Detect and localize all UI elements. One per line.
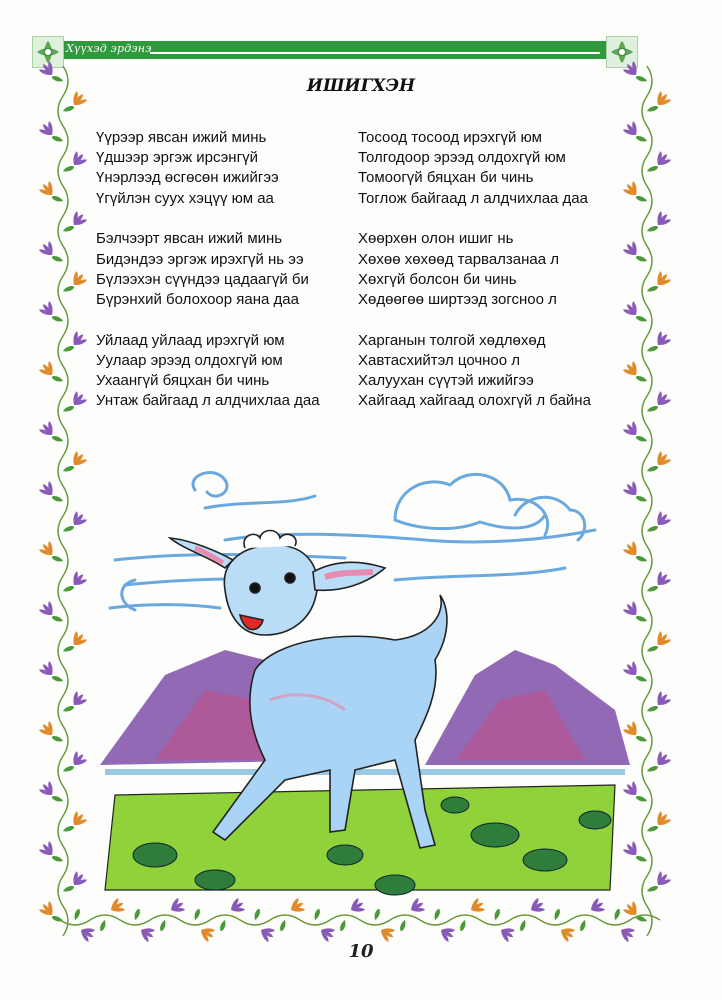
leaf-icon (313, 908, 321, 921)
leaf-icon (73, 908, 81, 921)
poem-line: Харганын толгой хөдлөхөд (358, 331, 546, 349)
poem-line: Томоогүй бяцхан би чинь (358, 169, 534, 187)
leaf-icon (253, 908, 261, 921)
leaf-icon (51, 435, 64, 443)
leaf-icon (51, 315, 64, 323)
poem-line: Бэлчээрт явсан ижий минь (96, 230, 283, 248)
stanza (96, 128, 358, 209)
leaf-icon (646, 705, 659, 713)
poem-line: Толгодоор эрээд олдохгүй юм (358, 149, 566, 167)
leaf-icon (51, 855, 64, 863)
poem-line: Хавтасхийтэл цочноо л (358, 352, 521, 370)
leaf-icon (62, 465, 75, 473)
leaf-icon (51, 195, 64, 203)
leaf-icon (62, 825, 75, 833)
leaf-icon (373, 908, 381, 921)
poem-title: ИШИГХЭН (306, 76, 416, 96)
leaf-icon (635, 135, 648, 143)
leaf-icon (51, 675, 64, 683)
leaf-icon (635, 795, 648, 803)
leaf-icon (62, 225, 75, 233)
poem-line: Хөхгүй болсон би чинь (358, 270, 517, 288)
leaf-icon (635, 495, 648, 503)
leaf-icon (62, 105, 75, 113)
leaf-icon (459, 919, 467, 932)
stanza (358, 128, 628, 209)
header-title: Хүүхэд эрдэнэ (66, 42, 152, 55)
poem-line: Уйлаад уйлаад ирэхгүй юм (96, 331, 285, 349)
page-number: 10 (348, 941, 374, 962)
leaf-icon (646, 585, 659, 593)
poem-line: Хөөрхөн олон ишиг нь (358, 230, 514, 248)
poem-line: Үүрээр явсан ижий минь (96, 129, 267, 146)
leaf-icon (339, 919, 347, 932)
lamb-illustration (95, 460, 635, 900)
leaf-icon (51, 795, 64, 803)
leaf-icon (646, 825, 659, 833)
poem-column-right (358, 128, 628, 432)
poem-line: Бидэндээ эргэж ирэхгүй нь ээ (96, 250, 304, 268)
stanza (96, 229, 358, 310)
leaf-icon (553, 908, 561, 921)
leaf-icon (646, 525, 659, 533)
leaf-icon (646, 285, 659, 293)
leaf-icon (635, 735, 648, 743)
flower-vine-border-left (38, 66, 88, 946)
leaf-icon (51, 555, 64, 563)
leaf-icon (579, 919, 587, 932)
leaf-icon (62, 345, 75, 353)
leaf-icon (62, 165, 75, 173)
poem-line: Тосоод тосоод ирэхгүй юм (358, 129, 542, 146)
leaf-icon (51, 495, 64, 503)
leaf-icon (635, 195, 648, 203)
leaf-icon (159, 919, 167, 932)
poem-line: Бүрэнхий болохоор яана даа (96, 291, 299, 309)
leaf-icon (62, 285, 75, 293)
leaf-icon (635, 555, 648, 563)
leaf-icon (62, 705, 75, 713)
leaf-icon (133, 908, 141, 921)
leaf-icon (646, 345, 659, 353)
poem-line: Хөдөөгөө ширтээд зогсноо л (358, 291, 557, 309)
leaf-icon (279, 919, 287, 932)
leaf-icon (635, 315, 648, 323)
leaf-icon (51, 135, 64, 143)
leaf-icon (399, 919, 407, 932)
leaf-icon (646, 405, 659, 413)
leaf-icon (646, 105, 659, 113)
poem-line: Хөхөө хөхөөд тарвалзанаа л (358, 250, 560, 268)
leaf-icon (646, 465, 659, 473)
poem-line: Тоглож байгаад л алдчихлаа даа (358, 189, 588, 207)
stanza (358, 331, 628, 412)
stanza (96, 331, 358, 412)
leaf-icon (433, 908, 441, 921)
leaf-icon (62, 885, 75, 893)
poem-line: Үгүйлэн суух хэцүү юм аа (96, 189, 274, 207)
leaf-icon (635, 375, 648, 383)
leaf-icon (51, 375, 64, 383)
poem-line: Халуухан сүүтэй ижийгээ (358, 372, 534, 390)
leaf-icon (51, 255, 64, 263)
leaf-icon (219, 919, 227, 932)
leaf-icon (62, 765, 75, 773)
leaf-icon (646, 225, 659, 233)
leaf-icon (635, 855, 648, 863)
leaf-icon (646, 645, 659, 653)
leaf-icon (493, 908, 501, 921)
leaf-icon (646, 165, 659, 173)
poem-line: Бүлээхэн сүүндээ цадаагүй би (96, 270, 309, 288)
poem-line: Үнэрлээд өсгөсөн ижийгээ (96, 169, 279, 187)
leaf-icon (635, 615, 648, 623)
leaf-icon (51, 735, 64, 743)
poem-line: Ухаангүй бяцхан би чинь (96, 372, 270, 390)
leaf-icon (51, 615, 64, 623)
leaf-icon (635, 255, 648, 263)
poem-line: Унтаж байгаад л алдчихлаа даа (96, 392, 320, 410)
leaf-icon (613, 908, 621, 921)
leaf-icon (646, 885, 659, 893)
poem-line: Хайгаад хайгаад олохгүй л байна (358, 392, 591, 410)
leaf-icon (635, 675, 648, 683)
header-rule (150, 52, 600, 54)
poem-line: Уулаар эрээд олдохгүй юм (96, 352, 283, 370)
flower-vine-border-bottom (60, 900, 640, 940)
leaf-icon (62, 405, 75, 413)
stanza (358, 229, 628, 310)
poem-line: Үдшээр эргэж ирсэнгүй (96, 149, 258, 167)
leaf-icon (62, 645, 75, 653)
leaf-icon (62, 525, 75, 533)
leaf-icon (99, 919, 107, 932)
poem-column-left (96, 128, 358, 432)
leaf-icon (62, 585, 75, 593)
leaf-icon (519, 919, 527, 932)
leaf-icon (646, 765, 659, 773)
corner-ornament-icon (32, 36, 64, 68)
vine-stem (60, 915, 660, 925)
leaf-icon (635, 435, 648, 443)
leaf-icon (193, 908, 201, 921)
